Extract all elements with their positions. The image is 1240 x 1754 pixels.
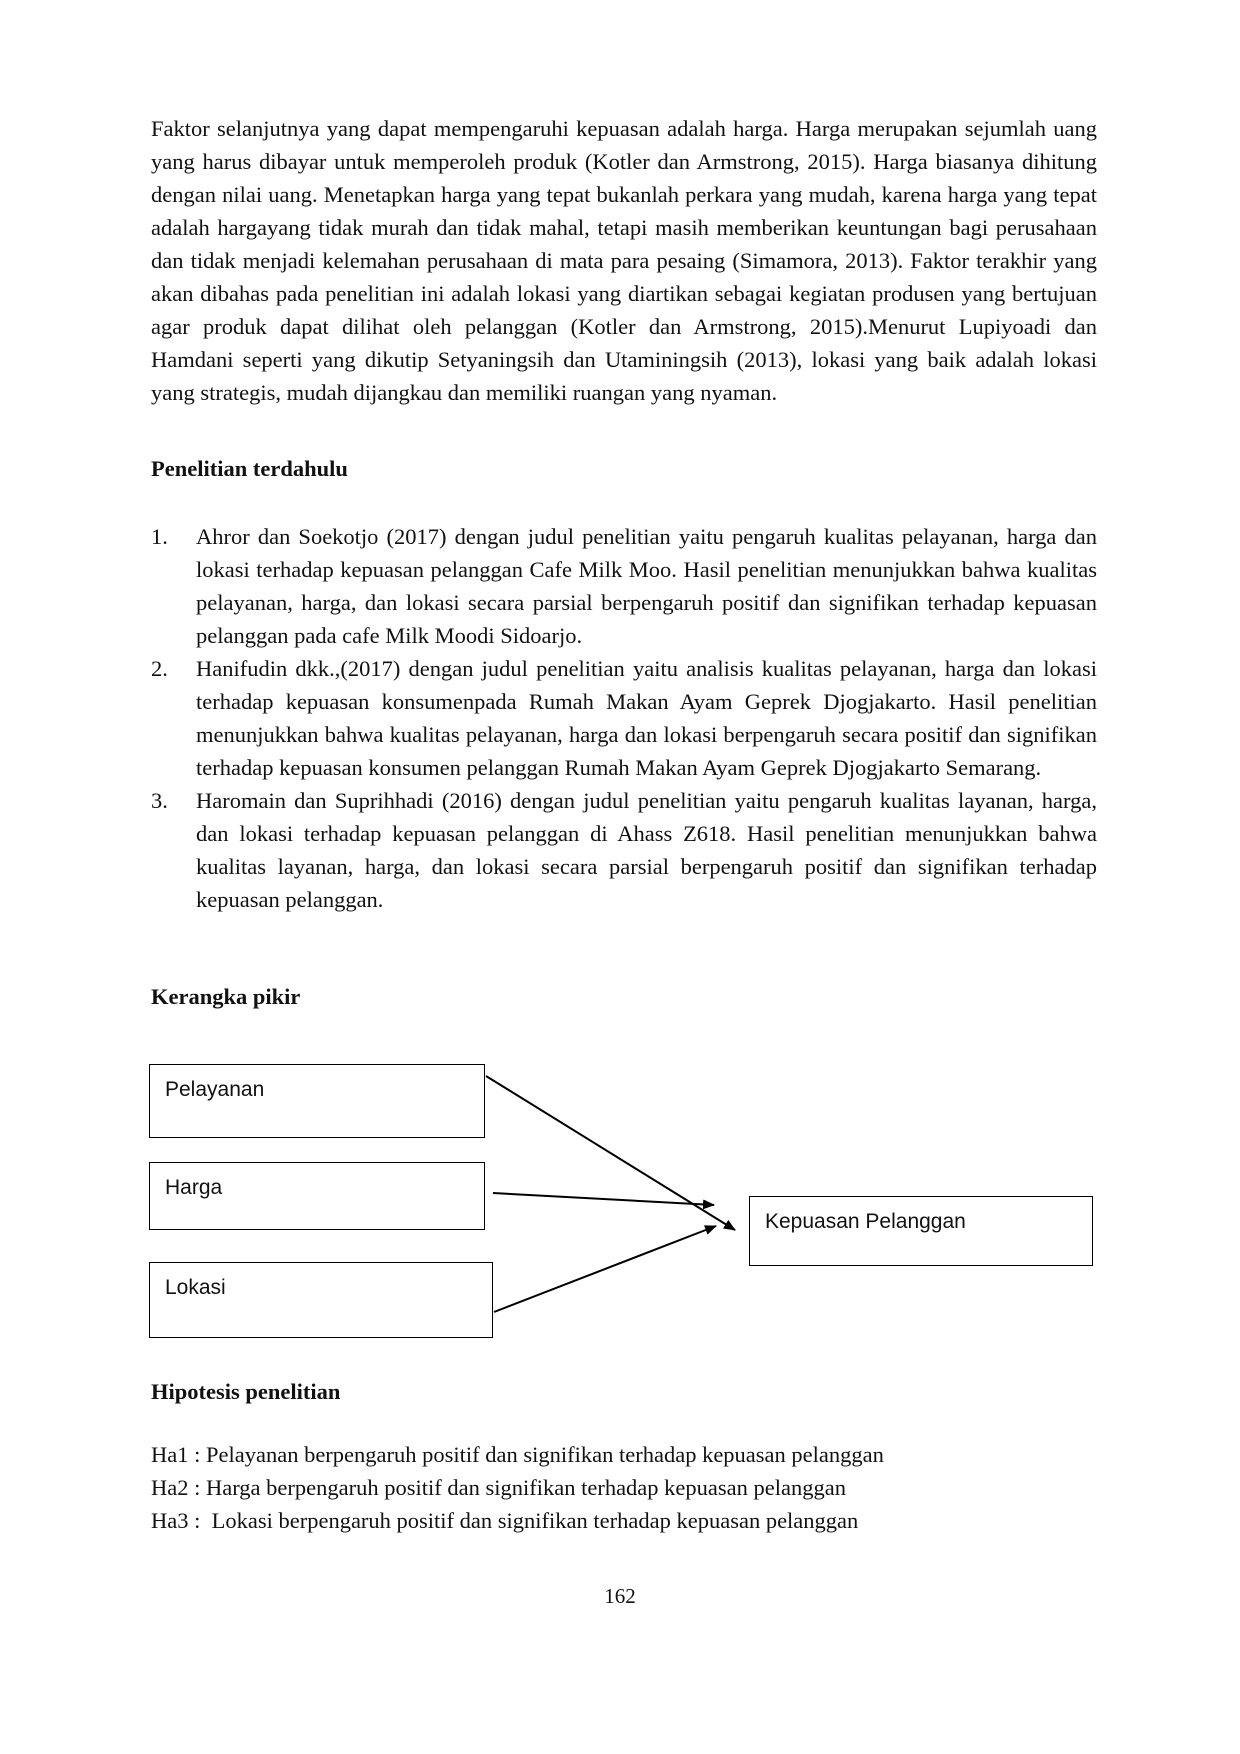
list-item [151, 652, 1097, 784]
arrow-pelayanan-to-kepuasan [486, 1076, 735, 1230]
arrow-lokasi-to-kepuasan [494, 1226, 716, 1312]
lokasi-box [149, 1262, 493, 1338]
arrow-harga-to-kepuasan [493, 1193, 714, 1205]
hypothesis-ha1: Ha1 : Pelayanan berpengaruh positif dan signifikan terhadap kepuasan pelanggan [151, 1442, 884, 1467]
list-item-text: Ahror dan Soekotjo (2017) dengan judul penelitian yaitu pengaruh kualitas pelayanan, harga dan lokasi terhadap kepuasan pelanggan Cafe Milk Moo. Hasil penelitian menunjukkan bahwa kualitas pelayanan, harga, dan lokasi secara parsial berpengaruh positif dan signifikan terhadap kepuasan pelanggan pada cafe Milk Moodi Sidoarjo. [196, 524, 1097, 648]
hypothesis-ha2: Ha2 : Harga berpengaruh positif dan signifikan terhadap kepuasan pelanggan [151, 1475, 846, 1500]
list-item-number: 1. [151, 524, 168, 549]
list-item-text: Haromain dan Suprihhadi (2016) dengan judul penelitian yaitu pengaruh kualitas layanan, harga, dan lokasi terhadap kepuasan pelanggan di Ahass Z618. Hasil penelitian menunjukkan bahwa kualitas layanan, harga, dan lokasi secara parsial berpengaruh positif dan signifikan terhadap kepuasan pelanggan. [196, 788, 1097, 912]
list-item [151, 520, 1097, 652]
pelayanan-box-label: Pelayanan [165, 1078, 265, 1101]
previous-research-heading: Penelitian terdahulu [151, 456, 348, 481]
list-item-number: 3. [151, 788, 168, 813]
intro-paragraph: Faktor selanjutnya yang dapat mempengaruhi kepuasan adalah harga. Harga merupakan sejumlah uang yang harus dibayar untuk memperoleh produk (Kotler dan Armstrong, 2015). Harga biasanya dihitung dengan nilai uang. Menetapkan harga yang tepat bukanlah perkara yang mudah, karena harga yang tepat adalah hargayang tidak murah dan tidak mahal, tetapi masih memberikan keuntungan bagi perusahaan dan tidak menjadi kelemahan perusahaan di mata para pesaing (Simamora, 2013). Faktor terakhir yang akan dibahas pada penelitian ini adalah lokasi yang diartikan sebagai kegiatan produsen yang bertujuan agar produk dapat dilihat oleh pelanggan (Kotler dan Armstrong, 2015).Menurut Lupiyoadi dan Hamdani seperti yang dikutip Setyaningsih dan Utaminingsih (2013), lokasi yang baik adalah lokasi yang strategis, mudah dijangkau dan memiliki ruangan yang nyaman. [151, 116, 1097, 405]
previous-research-list [151, 520, 1097, 916]
kepuasan-box [749, 1196, 1093, 1266]
pelayanan-box [149, 1064, 485, 1138]
hypothesis-ha3: Ha3 : Lokasi berpengaruh positif dan signifikan terhadap kepuasan pelanggan [151, 1508, 859, 1533]
framework-heading: Kerangka pikir [151, 984, 301, 1009]
list-item-text: Hanifudin dkk.,(2017) dengan judul penelitian yaitu analisis kualitas pelayanan, harga dan lokasi terhadap kepuasan konsumenpada Rumah Makan Ayam Geprek Djogjakarto. Hasil penelitian menunjukkan bahwa kualitas pelayanan, harga dan lokasi berpengaruh secara positif dan signifikan terhadap kepuasan konsumen pelanggan Rumah Makan Ayam Geprek Djogjakarto Semarang. [196, 656, 1097, 780]
page-number: 162 [604, 1584, 636, 1608]
harga-box-label: Harga [165, 1176, 223, 1199]
kepuasan-box-label: Kepuasan Pelanggan [765, 1210, 966, 1233]
hypotheses-heading: Hipotesis penelitian [151, 1379, 341, 1404]
list-item [151, 784, 1097, 916]
harga-box [149, 1162, 485, 1230]
lokasi-box-label: Lokasi [165, 1276, 226, 1299]
list-item-number: 2. [151, 656, 168, 681]
